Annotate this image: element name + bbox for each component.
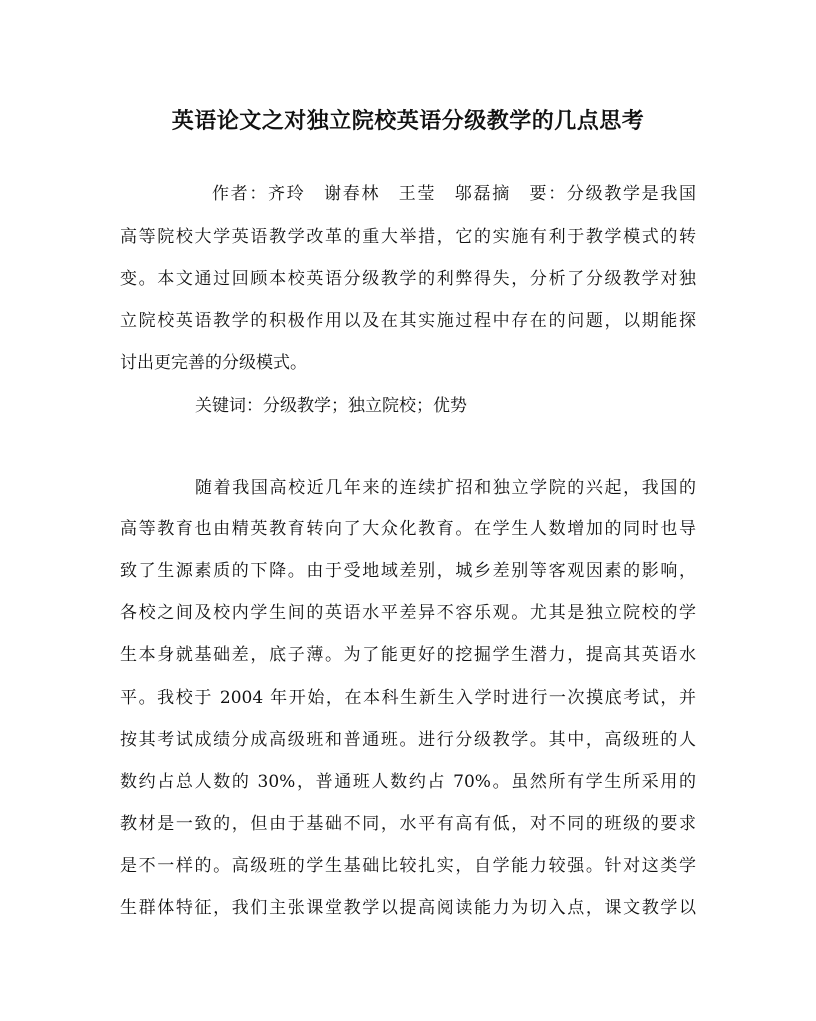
document-title: 英语论文之对独立院校英语分级教学的几点思考 bbox=[171, 108, 645, 134]
body-line-7: 按其考试成绩分成高级班和普通班。进行分级教学。其中，高级班的人 bbox=[120, 730, 696, 750]
abstract-line-3: 变。本文通过回顾本校英语分级教学的利弊得失，分析了分级教学对独 bbox=[120, 269, 696, 289]
abstract-line-4: 立院校英语教学的积极作用以及在其实施过程中存在的问题，以期能探 bbox=[120, 311, 696, 331]
keywords-line: 关键词：分级教学；独立院校；优势 bbox=[195, 396, 467, 416]
body-line-8: 数约占总人数的 30%，普通班人数约占 70%。虽然所有学生所采用的 bbox=[120, 772, 696, 792]
body-line-5: 生本身就基础差，底子薄。为了能更好的挖掘学生潜力，提高其英语水 bbox=[120, 645, 696, 665]
body-line-3: 致了生源素质的下降。由于受地域差别，城乡差别等客观因素的影响， bbox=[120, 561, 696, 581]
abstract-line-5: 讨出更完善的分级模式。 bbox=[120, 353, 307, 373]
body-line-4: 各校之间及校内学生间的英语水平差异不容乐观。尤其是独立院校的学 bbox=[120, 603, 696, 623]
body-line-10: 是不一样的。高级班的学生基础比较扎实，自学能力较强。针对这类学 bbox=[120, 856, 696, 876]
body-line-6: 平。我校于 2004 年开始，在本科生新生入学时进行一次摸底考试，并 bbox=[120, 688, 696, 708]
body-line-2: 高等教育也由精英教育转向了大众化教育。在学生人数增加的同时也导 bbox=[120, 519, 696, 539]
body-line-9: 教材是一致的，但由于基础不同，水平有高有低，对不同的班级的要求 bbox=[120, 814, 696, 834]
abstract-line-2: 高等院校大学英语教学改革的重大举措，它的实施有利于教学模式的转 bbox=[120, 227, 696, 247]
body-line-1: 随着我国高校近几年来的连续扩招和独立学院的兴起，我国的 bbox=[195, 478, 696, 498]
abstract-line-1: 作者：齐玲 谢春林 王莹 邬磊摘 要：分级教学是我国 bbox=[212, 184, 696, 204]
body-line-11: 生群体特征，我们主张课堂教学以提高阅读能力为切入点，课文教学以 bbox=[120, 898, 696, 918]
